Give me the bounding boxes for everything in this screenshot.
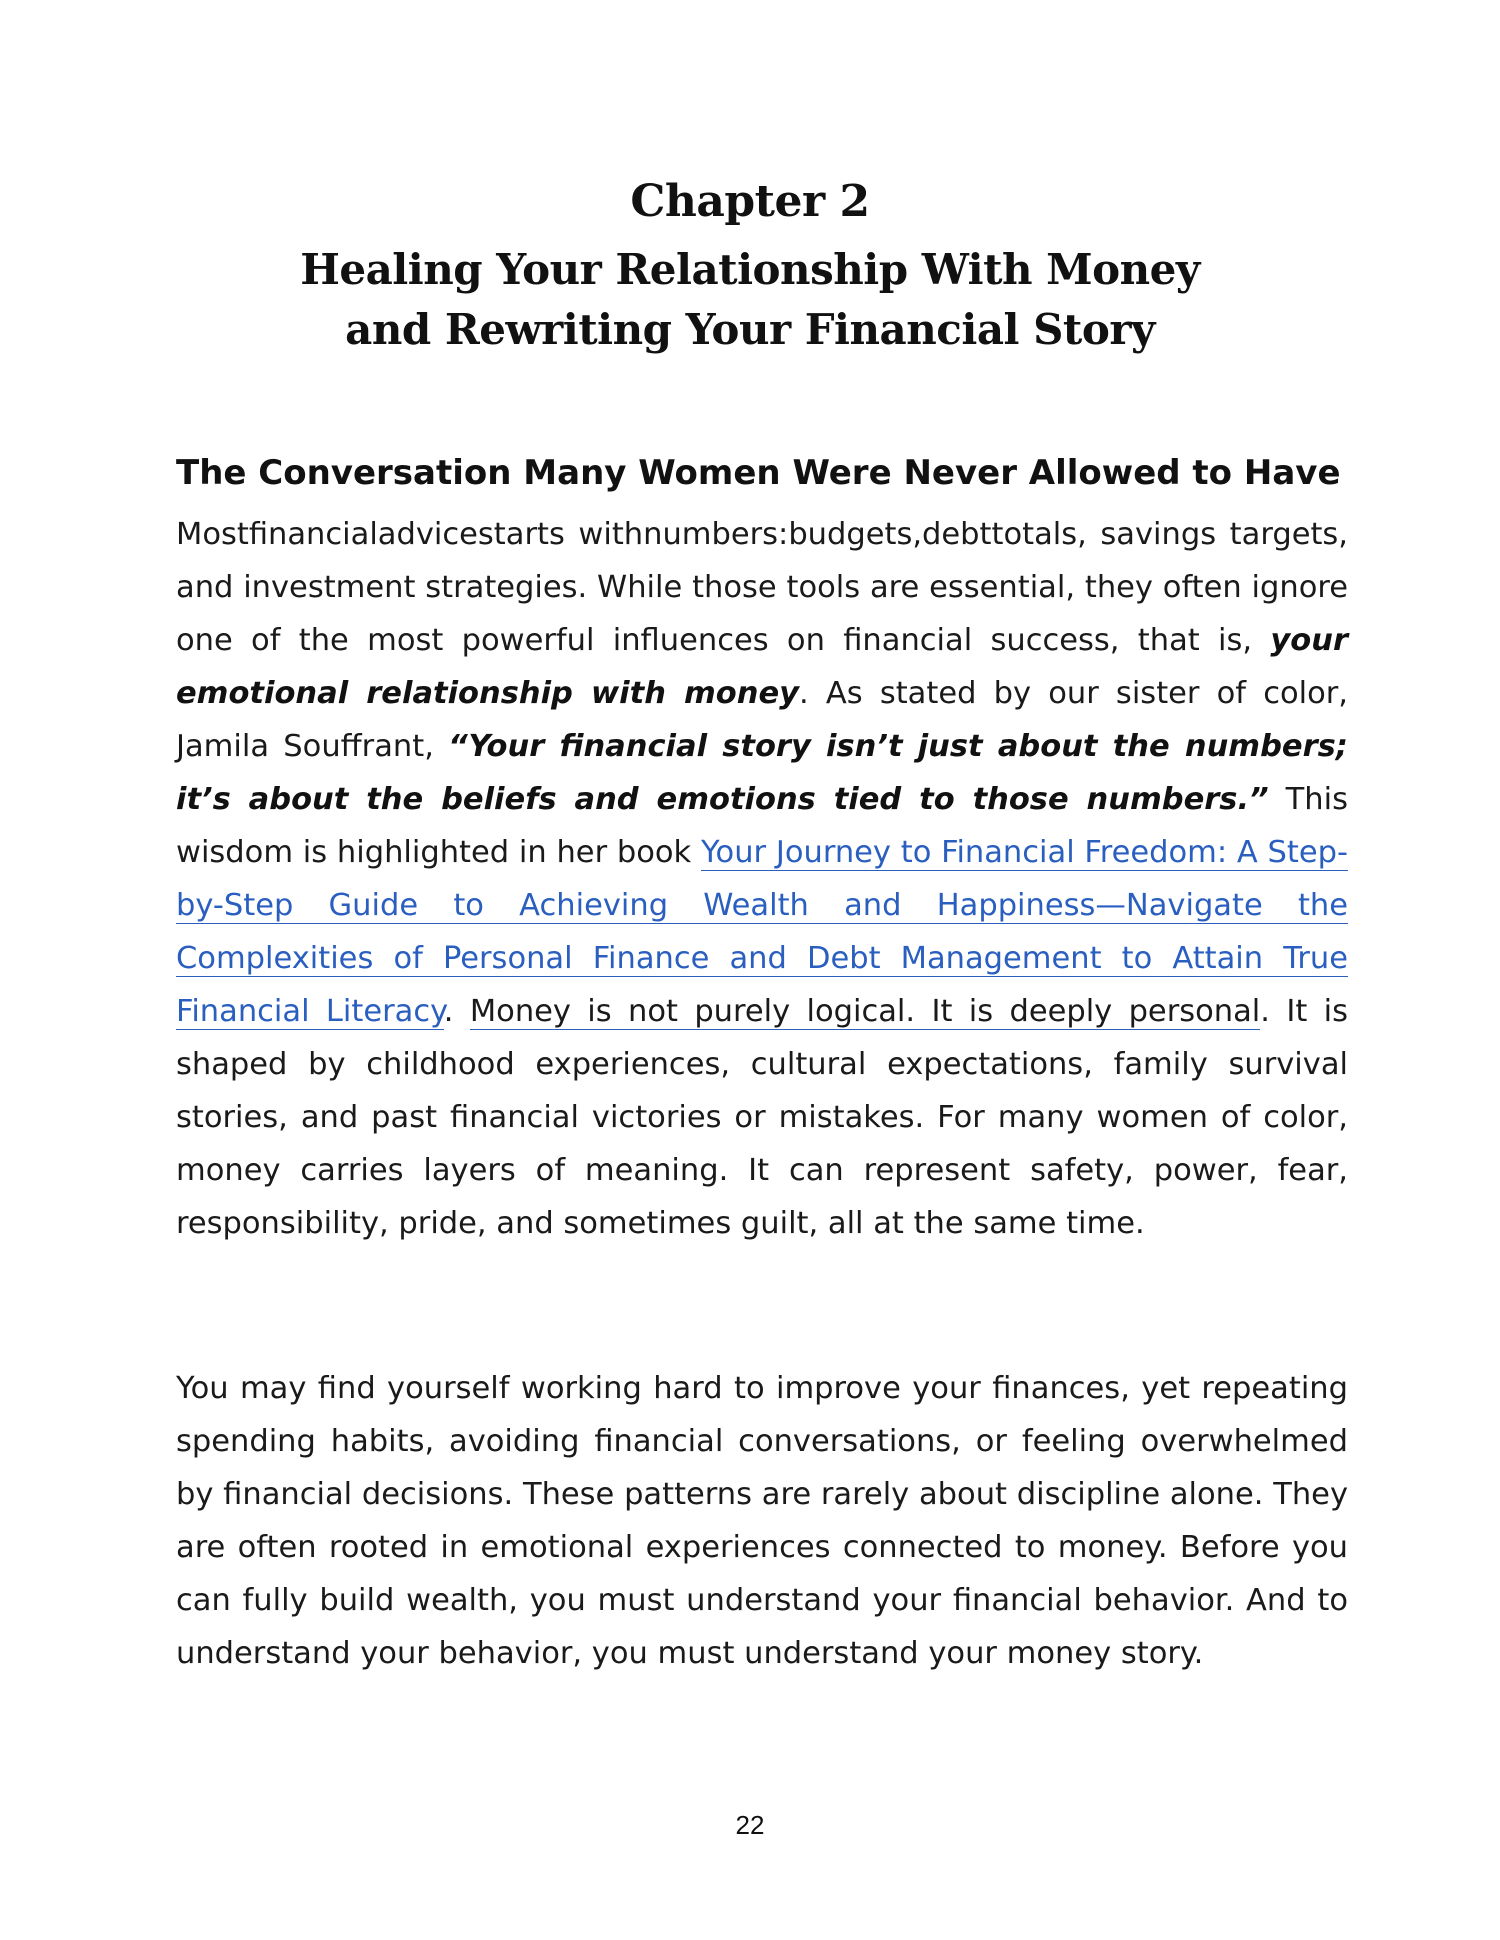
paragraph-after-quote-text: This wisdom is highlighted in her book	[176, 782, 1348, 870]
body-paragraph-1	[176, 508, 1348, 1250]
quote-text: “Your financial story isn’t just about the numbers; it’s about the beliefs and emotions tied to those numbers.”	[176, 729, 1348, 817]
paragraph-attribution-text: . As stated by our sister of color, Jamila Souffrant,	[176, 676, 1349, 764]
chapter-title	[0, 240, 1500, 360]
chapter-label: Chapter 2	[630, 176, 870, 227]
body-paragraph-2: You may find yourself working hard to improve your finances, yet repeating spending habits, avoiding financial conversations, or feeling overwhelmed by financial decisions. These patterns are rarely about discipline alone. They are often rooted in emotional experiences connected to money. Before you can fully build wealth, you must understand your financial behavior. And to understand your behavior, you must understand your money story.	[176, 1371, 1348, 1671]
chapter-title-line-2: and Rewriting Your Financial Story	[345, 305, 1155, 354]
paragraph-closing-text: . It is shaped by childhood experiences, cultural expectations, family survival stories, and past financial victories or mistakes. For many women of color, money carries layers of meaning. It can represent safety, power, fear, responsibility, pride, and sometimes guilt, all at the same time.	[176, 994, 1348, 1241]
chapter-title-line-1: Healing Your Relationship With Money	[300, 245, 1200, 294]
section-heading: The Conversation Many Women Were Never Allowed to Have	[176, 453, 1341, 493]
paragraph-after-book-text: .	[443, 994, 470, 1029]
book-title-text: Your Journey to Financial Freedom: A Step-by-Step Guide to Achieving Wealth and Happiness—Navigate the Complexities of Personal Finance and Debt Management to Attain True Financial Literacy	[176, 835, 1348, 1029]
paragraph-intro-text: Mostfinancialadvicestarts withnumbers:budgets,debttotals, savings targets, and investment strategies. While those tools are essential, they often ignore one of the most powerful influences on financial success, that is,	[176, 517, 1348, 658]
underlined-phrase: Money is not purely logical. It is deeply personal	[469, 994, 1261, 1029]
page-number: 22	[735, 1810, 765, 1840]
emphasis-emotional-relationship: your emotional relationship with money	[176, 623, 1348, 711]
